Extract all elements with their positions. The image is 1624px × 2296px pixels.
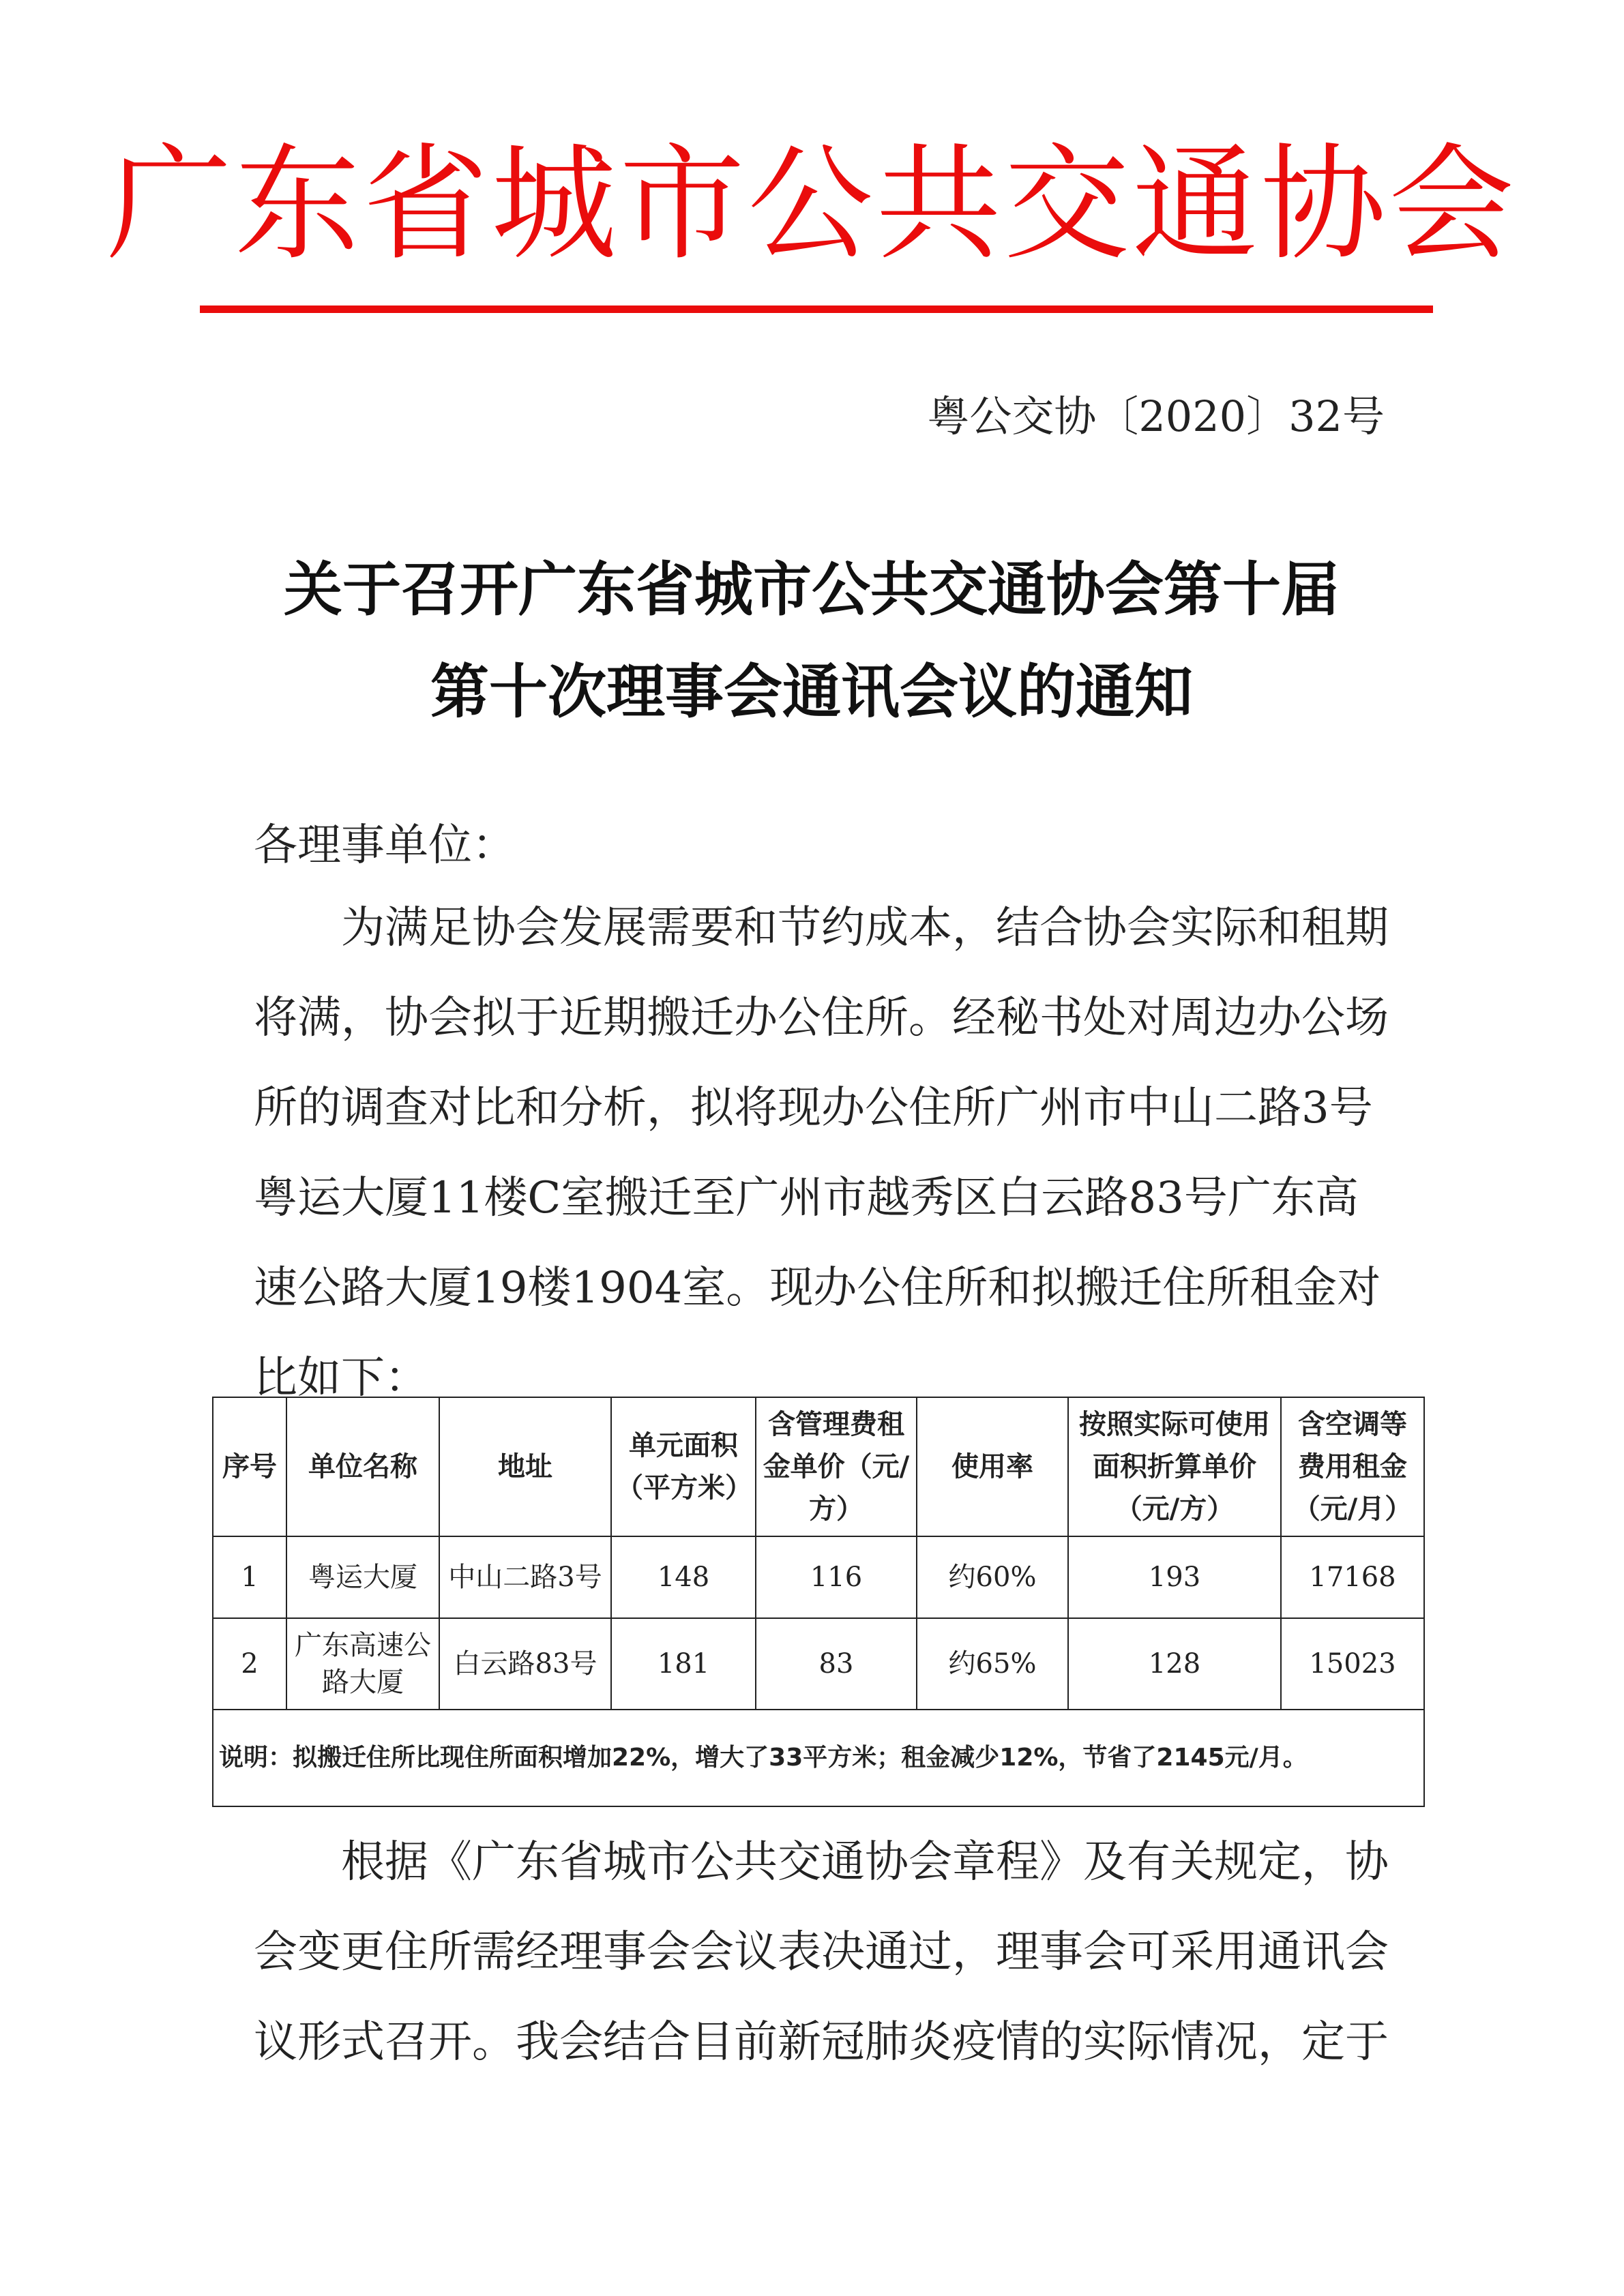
table-cell: 181 xyxy=(611,1618,756,1710)
table-header-cell: 单元面积（平方米） xyxy=(611,1397,756,1536)
table-header-cell: 使用率 xyxy=(917,1397,1068,1536)
table-cell: 128 xyxy=(1068,1618,1281,1710)
table-cell: 148 xyxy=(611,1536,756,1618)
notice-title-line-1: 关于召开广东省城市公共交通协会第十届 xyxy=(284,556,1340,624)
notice-title-line-2: 第十次理事会通讯会议的通知 xyxy=(430,658,1193,726)
table-header-cell: 序号 xyxy=(213,1397,286,1536)
paragraph-line-text: 粤运大厦11楼C室搬迁至广州市越秀区白云路83号广东高 xyxy=(254,1173,1359,1223)
paragraph-1 xyxy=(254,883,1389,1423)
paragraph-line-text: 速公路大厦19楼1904室。现办公住所和拟搬迁住所租金对 xyxy=(254,1263,1381,1313)
paragraph-line xyxy=(254,1997,1389,2087)
rent-comparison-table xyxy=(212,1397,1425,1807)
paragraph-line-text: 比如下： xyxy=(254,1353,428,1403)
paragraph-line-text: 所的调查对比和分析，拟将现办公住所广州市中山二路3号 xyxy=(254,1083,1373,1133)
paragraph-line xyxy=(254,973,1389,1063)
table-header-row xyxy=(213,1397,1424,1536)
table-header-cell: 单位名称 xyxy=(286,1397,439,1536)
table-cell: 116 xyxy=(756,1536,917,1618)
table-cell: 中山二路3号 xyxy=(439,1536,611,1618)
table-header-cell: 按照实际可使用面积折算单价（元/方） xyxy=(1068,1397,1281,1536)
salutation: 各理事单位： xyxy=(254,820,516,871)
table-cell: 2 xyxy=(213,1618,286,1710)
table-cell: 193 xyxy=(1068,1536,1281,1618)
paragraph-line xyxy=(254,1063,1386,1153)
paragraph-line-text: 议形式召开。我会结合目前新冠肺炎疫情的实际情况，定于 xyxy=(254,2017,1389,2068)
table-row xyxy=(213,1536,1424,1618)
table-cell: 1 xyxy=(213,1536,286,1618)
paragraph-line-text: 将满，协会拟于近期搬迁办公住所。经秘书处对周边办公场 xyxy=(254,993,1389,1043)
paragraph-line-text: 根据《广东省城市公共交通协会章程》及有关规定，协 xyxy=(341,1837,1389,1888)
table-row xyxy=(213,1618,1424,1710)
table-cell: 17168 xyxy=(1281,1536,1424,1618)
table-cell: 粤运大厦 xyxy=(286,1536,439,1618)
table-cell: 白云路83号 xyxy=(439,1618,611,1710)
document-number: 粤公交协〔2020〕32号 xyxy=(927,391,1385,441)
paragraph-line xyxy=(254,1243,1386,1333)
table-header-cell: 含空调等费用租金（元/月） xyxy=(1281,1397,1424,1536)
paragraph-line xyxy=(254,883,1389,973)
table-cell: 83 xyxy=(756,1618,917,1710)
table-cell: 约65% xyxy=(917,1618,1068,1710)
letterhead-red-rule xyxy=(200,305,1433,313)
paragraph-line xyxy=(254,1907,1389,1997)
letterhead-org-name: 广东省城市公共交通协会 xyxy=(106,132,1518,278)
table-cell: 15023 xyxy=(1281,1618,1424,1710)
paragraph-line-text: 为满足协会发展需要和节约成本，结合协会实际和租期 xyxy=(341,903,1389,953)
paragraph-line-text: 会变更住所需经理事会会议表决通过，理事会可采用通讯会 xyxy=(254,1927,1389,1978)
notice-title xyxy=(205,539,1419,743)
table-cell: 约60% xyxy=(917,1536,1068,1618)
table-header-cell: 含管理费租金单价（元/方） xyxy=(756,1397,917,1536)
table-cell: 广东高速公路大厦 xyxy=(286,1618,439,1710)
paragraph-line xyxy=(254,1153,1386,1243)
table-note: 说明：拟搬迁住所比现住所面积增加22%，增大了33平方米；租金减少12%，节省了2145元/月。 xyxy=(213,1710,1424,1806)
paragraph-line xyxy=(254,1817,1389,1907)
paragraph-2 xyxy=(254,1817,1389,2087)
table-note-row xyxy=(213,1710,1424,1806)
table-header-cell: 地址 xyxy=(439,1397,611,1536)
